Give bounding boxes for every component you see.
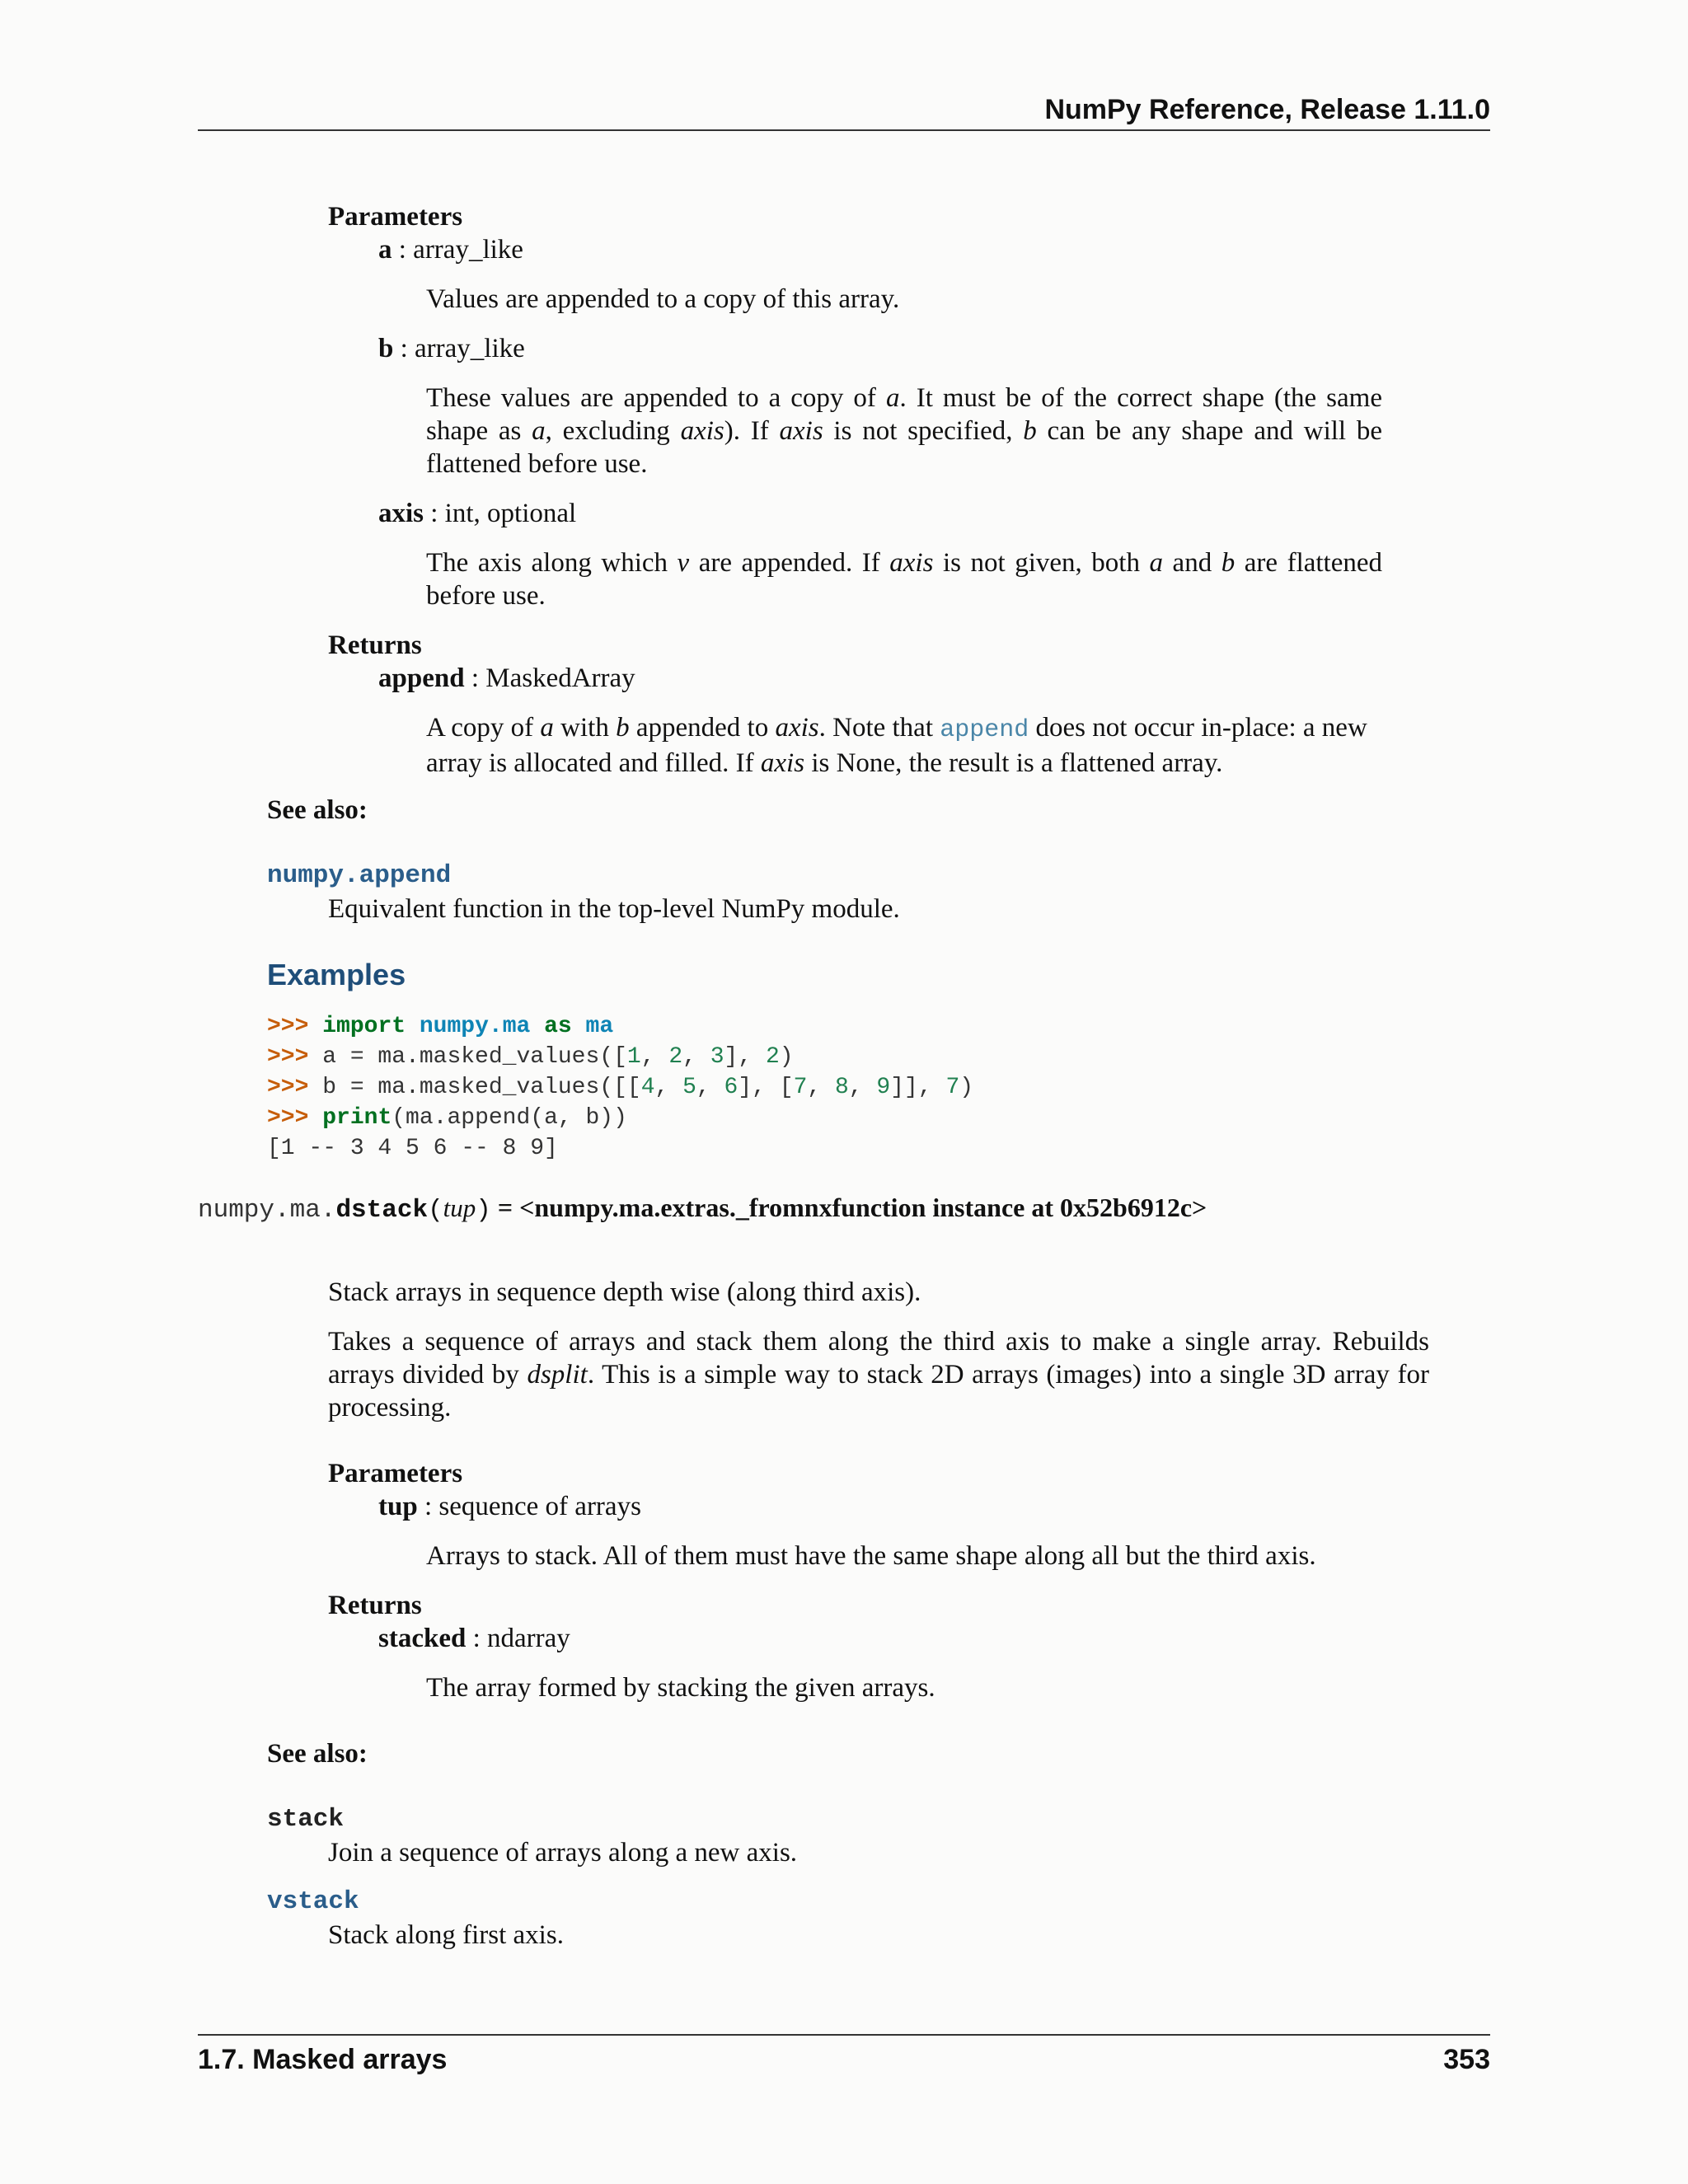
code-line-4: >>> print(ma.append(a, b)) xyxy=(267,1105,627,1131)
return-stacked xyxy=(378,1622,570,1655)
append-inline-link[interactable]: append xyxy=(940,716,1029,744)
param-tup xyxy=(378,1490,641,1523)
param-a-name: a xyxy=(378,235,392,265)
code-line-3: >>> b = ma.masked_values([[4, 5, 6], [7, 8, 9]], 7) xyxy=(267,1075,974,1100)
dsplit-ref: dsplit xyxy=(527,1360,588,1390)
param-tup-desc: Arrays to stack. All of them must have the same shape along all but the third axis. xyxy=(426,1541,1316,1571)
see-also-desc: Equivalent function in the top-level NumPy module. xyxy=(328,894,900,924)
examples-heading: Examples xyxy=(267,958,406,991)
param-a-type: : array_like xyxy=(392,235,523,265)
return-name: append xyxy=(378,663,465,693)
vstack-desc: Stack along first axis. xyxy=(328,1920,564,1950)
dstack-see-also-label: See also: xyxy=(267,1739,368,1769)
sig-module: numpy.ma. xyxy=(198,1196,336,1225)
param-tup-name: tup xyxy=(378,1492,418,1521)
dstack-parameters-label: Parameters xyxy=(328,1459,463,1488)
footer-section: 1.7. Masked arrays xyxy=(198,2044,448,2075)
dstack-returns-label: Returns xyxy=(328,1591,422,1620)
return-append xyxy=(378,662,635,695)
stack-ref: stack xyxy=(267,1805,345,1834)
header-rule xyxy=(198,129,1490,131)
param-b xyxy=(378,332,525,365)
stack-ref-desc: Join a sequence of arrays along a new axis. xyxy=(328,1838,798,1868)
vstack-link[interactable]: vstack xyxy=(267,1887,359,1916)
return-desc: A copy of a with b appended to axis. Note that append does not occur in-place: a new array is allocated and filled. If axis is None, the result is a flattened array. xyxy=(426,713,1367,778)
param-a xyxy=(378,233,523,266)
numpy-append-link[interactable]: numpy.append xyxy=(267,861,452,890)
dstack-summary: Stack arrays in sequence depth wise (along third axis). xyxy=(328,1277,921,1307)
param-b-desc: These values are appended to a copy of a. It must be of the correct shape (the same shape as a, excluding axis). If axis is not specified, b can be any shape and will be flattened before use. xyxy=(426,383,1382,479)
param-axis-name: axis xyxy=(378,499,424,528)
code-line-2: >>> a = ma.masked_values([1, 2, 3], 2) xyxy=(267,1044,794,1070)
dstack-signature: numpy.ma.dstack(tup) = <numpy.ma.extras._fromnxfunction instance at 0x52b6912c> xyxy=(198,1193,1207,1225)
return-stacked-type: : ndarray xyxy=(466,1624,570,1653)
running-header-title: NumPy Reference, Release 1.11.0 xyxy=(1044,94,1490,125)
code-output: [1 -- 3 4 5 6 -- 8 9] xyxy=(267,1136,558,1161)
param-b-type: : array_like xyxy=(393,334,525,363)
dstack-description: Takes a sequence of arrays and stack them along the third axis to make a single array. Rebuilds arrays divided by dsplit. This is a simple way to stack 2D arrays (images) into a single 3D array for processing. xyxy=(328,1327,1429,1422)
param-b-name: b xyxy=(378,334,394,363)
footer-rule xyxy=(198,2034,1490,2036)
param-tup-type: : sequence of arrays xyxy=(417,1492,641,1521)
see-also-label: See also: xyxy=(267,795,368,825)
param-axis xyxy=(378,497,576,530)
param-axis-type: : int, optional xyxy=(424,499,577,528)
sig-value: = <numpy.ma.extras._fromnxfunction instance at 0x52b6912c> xyxy=(490,1193,1207,1222)
sig-name: dstack xyxy=(335,1196,429,1225)
return-stacked-desc: The array formed by stacking the given arrays. xyxy=(426,1673,935,1703)
page-number: 353 xyxy=(1443,2044,1490,2075)
sig-arg: tup xyxy=(443,1193,476,1222)
returns-label: Returns xyxy=(328,630,422,660)
return-type: : MaskedArray xyxy=(464,663,635,693)
parameters-label: Parameters xyxy=(328,202,463,232)
param-a-desc: Values are appended to a copy of this array. xyxy=(426,284,900,314)
code-line-1: >>> import numpy.ma as ma xyxy=(267,1014,614,1039)
return-stacked-name: stacked xyxy=(378,1624,467,1653)
param-axis-desc: The axis along which v are appended. If axis is not given, both a and b are flattened before use. xyxy=(426,548,1383,611)
